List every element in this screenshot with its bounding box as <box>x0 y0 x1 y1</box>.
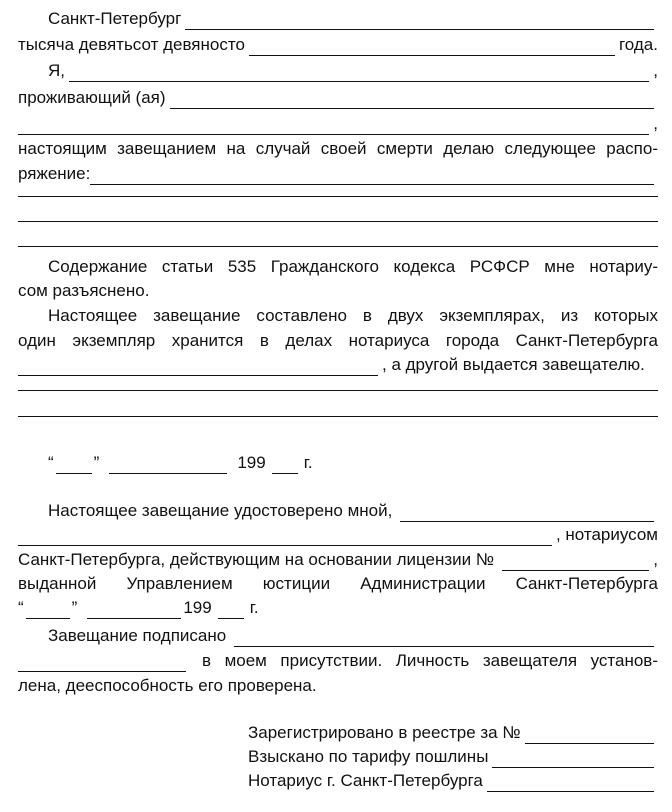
copies-text-line-2: один экземпляр хранится в делах нотариуса города Санкт-Петербурга <box>18 331 658 350</box>
cert-date-day-blank[interactable] <box>26 602 70 619</box>
article-text-line-2: сом разъяснено. <box>18 281 150 300</box>
fee-blank[interactable] <box>492 751 654 768</box>
date-line <box>18 452 658 474</box>
signer-blank[interactable] <box>234 630 654 647</box>
fee-label: Взыскано по тарифу пошлины <box>248 747 489 766</box>
residence-cont-comma: , <box>653 114 658 133</box>
cert-date-year-blank[interactable] <box>218 602 244 619</box>
copies-suffix-label: , а другой выдается завещателю. <box>382 355 645 374</box>
disposition-rule-2[interactable] <box>18 221 658 222</box>
copies-rule-2[interactable] <box>18 416 658 417</box>
cert-date-year-label: 199 <box>183 598 212 617</box>
disposition-text-line-2 <box>18 163 658 185</box>
residence-line <box>18 87 658 109</box>
testator-name-label: Я, <box>48 61 65 80</box>
copies-text-line-1: Настоящее завещание составлено в двух экземплярах, из которых <box>48 306 658 325</box>
signature-line-2 <box>18 650 658 672</box>
copies-rule-1[interactable] <box>18 390 658 391</box>
disposition-rule-1[interactable] <box>18 196 658 197</box>
cert-date-open-quote: “ <box>18 598 24 617</box>
certification-line-1 <box>18 500 658 522</box>
certification-line-3 <box>18 549 658 571</box>
date-day-blank[interactable] <box>56 457 92 474</box>
city-blank[interactable] <box>185 13 654 30</box>
certification-date-line <box>18 597 658 619</box>
disposition-blank[interactable] <box>90 168 654 185</box>
cert-date-month-blank[interactable] <box>87 602 181 619</box>
residence-cont-line <box>18 113 658 135</box>
presence-label: в моем присутствии. Личность завещателя установ- <box>202 651 658 670</box>
testator-name-blank[interactable] <box>69 65 649 82</box>
notary-signature-line <box>248 770 658 792</box>
city-label: Санкт-Петербург <box>48 9 182 28</box>
signature-line-1 <box>18 625 658 647</box>
notary-suffix-label: , нотариусом <box>555 525 658 544</box>
disposition-rule-3[interactable] <box>18 246 658 247</box>
residence-label: проживающий (ая) <box>18 88 166 107</box>
notary-signature-blank[interactable] <box>487 775 654 792</box>
year-line <box>18 34 658 56</box>
license-comma: , <box>653 550 658 569</box>
date-year-blank[interactable] <box>272 457 298 474</box>
testator-name-line <box>18 60 658 82</box>
license-label: Санкт-Петербурга, действующим на основании лицензии № <box>18 550 495 569</box>
cert-date-close-quote: ” <box>71 598 78 617</box>
disposition-text-line-1: настоящим завещанием на случай своей смерти делаю следующее распо- <box>18 139 658 158</box>
notary-name-cont-blank[interactable] <box>18 529 552 546</box>
date-year-label: 199 <box>237 453 266 472</box>
year-prefix-label: тысяча девятьсот девяносто <box>18 35 245 54</box>
year-suffix-label: года. <box>618 35 658 54</box>
cert-date-g-label: г. <box>249 598 259 617</box>
date-open-quote: “ <box>48 453 54 472</box>
fee-line <box>248 746 658 768</box>
signature-line-3: лена, дееспособность его проверена. <box>18 676 317 695</box>
date-g-label: г. <box>303 453 313 472</box>
certification-line-2 <box>18 524 658 546</box>
article-text-line-1: Содержание статьи 535 Гражданского кодекса РСФСР мне нотариу- <box>48 257 658 276</box>
registry-label: Зарегистрировано в реестре за № <box>248 723 521 742</box>
date-month-blank[interactable] <box>109 457 227 474</box>
residence-blank[interactable] <box>170 92 654 109</box>
year-blank[interactable] <box>249 39 615 56</box>
signer-cont-blank[interactable] <box>18 655 186 672</box>
signed-label: Завещание подписано <box>48 626 227 645</box>
date-close-quote: ” <box>93 453 100 472</box>
city-line <box>18 8 658 30</box>
disposition-label: ряжение: <box>18 164 91 183</box>
registry-line <box>248 722 658 744</box>
testator-name-comma: , <box>653 61 658 80</box>
notary-signature-label: Нотариус г. Санкт-Петербурга <box>248 771 483 790</box>
copies-text-line-3 <box>18 354 658 376</box>
certification-label: Настоящее завещание удостоверено мной, <box>48 501 393 520</box>
registry-number-blank[interactable] <box>525 727 654 744</box>
residence-cont-blank[interactable] <box>18 118 649 135</box>
notary-office-blank[interactable] <box>18 359 378 376</box>
license-number-blank[interactable] <box>502 554 649 571</box>
certification-line-4: выданной Управлением юстиции Администрации Санкт-Петербурга <box>18 574 658 593</box>
notary-name-blank[interactable] <box>400 505 654 522</box>
